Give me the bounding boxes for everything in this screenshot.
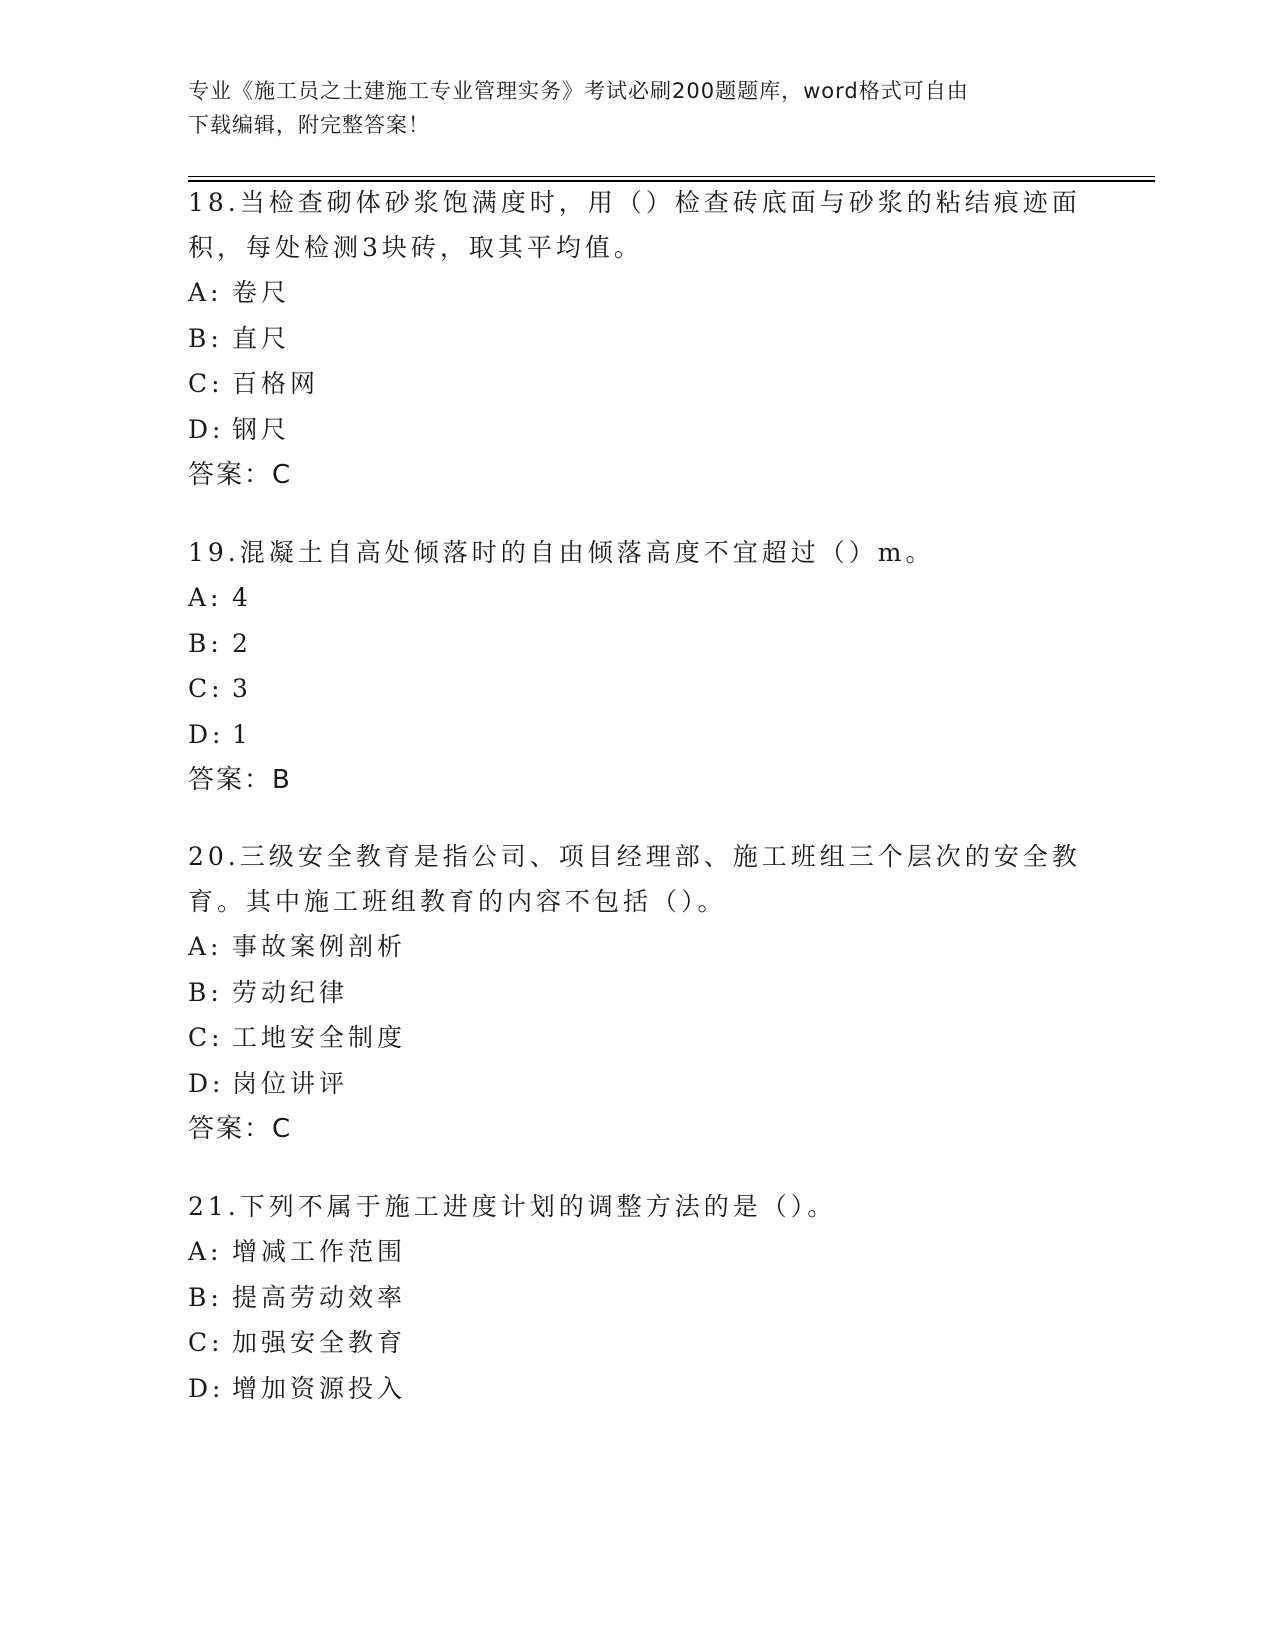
question-stem-line: 育。其中施工班组教育的内容不包括（）。 xyxy=(188,887,727,916)
option-b xyxy=(188,316,1088,362)
option-key: D: xyxy=(188,1068,225,1098)
option-c xyxy=(188,361,1088,407)
option-key: B: xyxy=(188,323,223,353)
question-stem-line: 21.下列不属于施工进度计划的调整方法的是（）。 xyxy=(188,1192,837,1221)
option-text: 提高劳动效率 xyxy=(232,1282,407,1312)
option-key: C: xyxy=(188,1023,224,1052)
option-a xyxy=(188,270,1088,316)
document-header xyxy=(188,74,1068,142)
answer-line: 答案：C xyxy=(188,1114,293,1144)
option-d xyxy=(188,712,1088,758)
option-key: C: xyxy=(188,674,224,703)
answer-line: 答案：C xyxy=(188,460,293,490)
option-text: 钢尺 xyxy=(232,414,291,444)
option-d xyxy=(188,1061,1088,1107)
option-c xyxy=(188,666,1088,712)
option-key: B: xyxy=(188,1282,223,1312)
option-text: 直尺 xyxy=(232,323,291,353)
option-c xyxy=(188,1015,1088,1061)
option-key: D: xyxy=(188,719,225,749)
question-stem-line: 19.混凝土自高处倾落时的自由倾落高度不宜超过（）m。 xyxy=(188,538,935,567)
header-divider-thin xyxy=(188,176,1155,177)
option-key: C: xyxy=(188,369,224,398)
option-text: 事故案例剖析 xyxy=(232,932,407,961)
option-b xyxy=(188,621,1088,667)
question-stem-line: 18.当检查砌体砂浆饱满度时，用（）检查砖底面与砂浆的粘结痕迹面 xyxy=(188,188,1081,217)
option-a xyxy=(188,1229,1088,1275)
header-line-2: 下载编辑，附完整答案！ xyxy=(188,113,430,137)
question-18 xyxy=(188,180,1088,498)
option-text: 增加资源投入 xyxy=(232,1373,407,1403)
question-21 xyxy=(188,1184,1088,1411)
header-line-1: 专业《施工员之土建施工专业管理实务》考试必刷200题题库，word格式可自由 xyxy=(188,79,969,103)
option-key: C: xyxy=(188,1328,224,1357)
option-text: 增减工作范围 xyxy=(232,1237,407,1266)
question-stem-line: 积，每处检测3块砖，取其平均值。 xyxy=(188,233,643,262)
option-key: A: xyxy=(188,1237,223,1266)
question-19 xyxy=(188,530,1088,803)
option-key: B: xyxy=(188,977,223,1007)
option-text: 岗位讲评 xyxy=(232,1068,349,1098)
option-a xyxy=(188,924,1088,970)
option-text: 1 xyxy=(232,719,252,749)
answer-line: 答案：B xyxy=(188,765,292,795)
option-b xyxy=(188,970,1088,1016)
option-text: 工地安全制度 xyxy=(232,1023,407,1052)
option-text: 劳动纪律 xyxy=(232,977,349,1007)
option-key: A: xyxy=(188,583,223,612)
option-b xyxy=(188,1275,1088,1321)
option-key: A: xyxy=(188,932,223,961)
option-text: 3 xyxy=(232,674,252,703)
option-d xyxy=(188,407,1088,453)
option-key: D: xyxy=(188,1373,225,1403)
option-d xyxy=(188,1366,1088,1412)
option-a xyxy=(188,575,1088,621)
option-text: 2 xyxy=(232,628,252,658)
option-text: 卷尺 xyxy=(232,278,291,307)
question-20 xyxy=(188,834,1088,1152)
option-c xyxy=(188,1320,1088,1366)
option-key: A: xyxy=(188,278,223,307)
option-text: 4 xyxy=(232,583,252,612)
question-stem-line: 20.三级安全教育是指公司、项目经理部、施工班组三个层次的安全教 xyxy=(188,842,1081,871)
option-key: D: xyxy=(188,414,225,444)
option-text: 百格网 xyxy=(232,369,320,398)
option-key: B: xyxy=(188,628,223,658)
option-text: 加强安全教育 xyxy=(232,1328,407,1357)
